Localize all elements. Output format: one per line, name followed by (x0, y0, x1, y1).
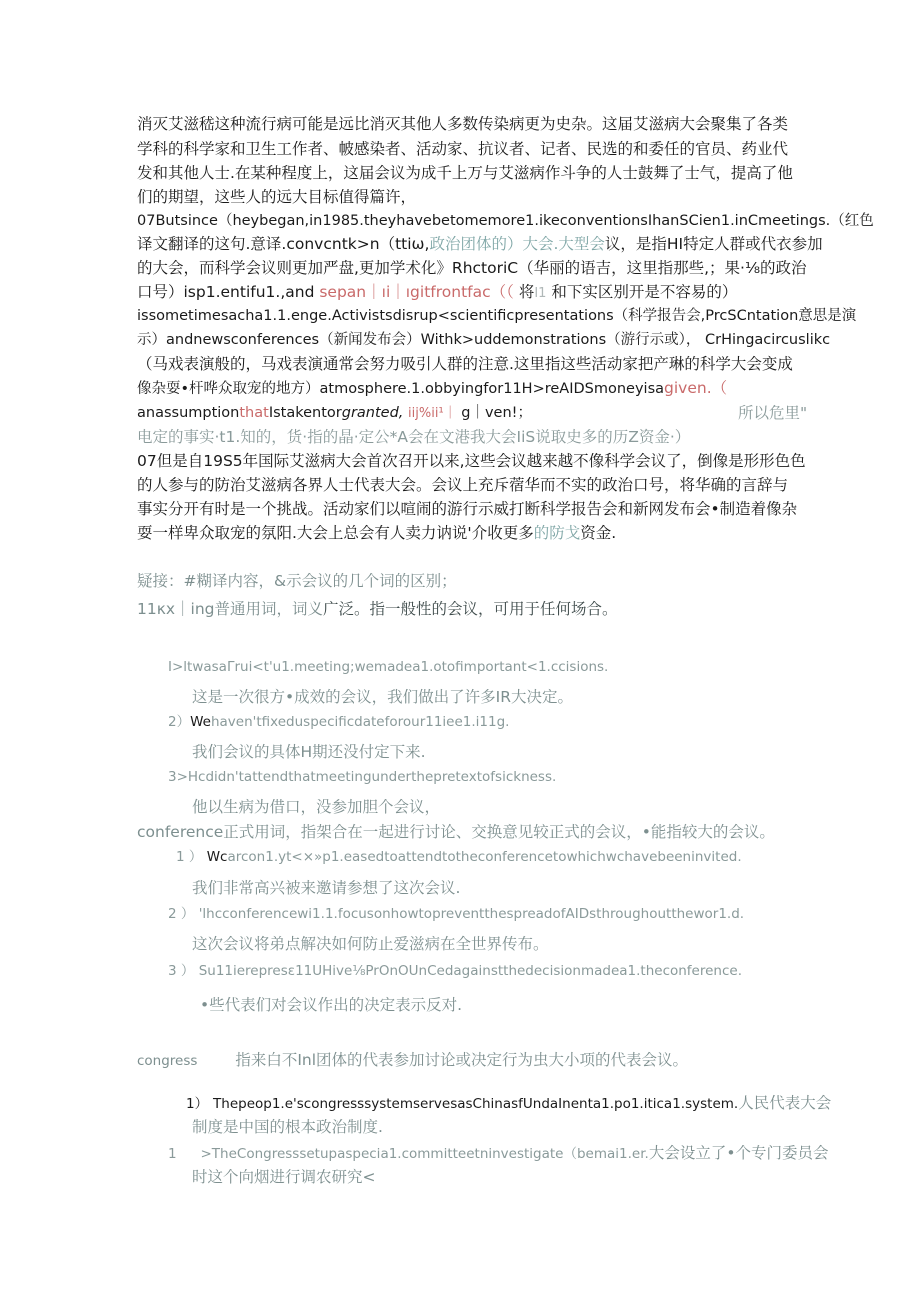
meeting-definition (137, 598, 618, 620)
conference-example-1-we: Wc (206, 849, 228, 865)
paragraph-2-line-2-a: 译文翻译的这句.意译.convcntk>n（ttiω, (137, 235, 430, 253)
congress-example-2-text: >TheCongresssetupaspecia1.committeetninvestigate（bemai1.er. (200, 1146, 649, 1162)
paragraph-2-line-2-c: 议，是指HI特定人群或代衣参加 (604, 235, 823, 253)
paragraph-1-line-3: 发和其他人士.在某种程度上，这届会议为成千上万与艾滋病作斗争的人士鼓舞了士气，提高了他 (137, 164, 793, 182)
paragraph-2-line-2-highlight: 政治团体的）大会.大型会 (429, 235, 605, 253)
conference-example-3-en (168, 960, 742, 982)
paragraph-3-line-4 (137, 522, 616, 544)
congress-example-2-en (168, 1142, 829, 1165)
paragraph-2-line-4-e: 和下实区别开是不容易的） (551, 283, 738, 301)
meeting-example-1-en: I>ltwasaΓrui<t'u1.meeting;wemadea1.otofimportant<1.ccisions. (168, 659, 609, 675)
paragraph-2-line-4-red: sepan｜ıi｜ıgitfrontfac（（ (319, 283, 514, 301)
meeting-definition-a: 11κx｜ing普通用词，词义 (137, 600, 324, 618)
conference-definition: conference正式用词，指架合在一起进行讨论、交换意见较正式的会议，•能指较大的会议。 (137, 823, 775, 841)
congress-definition-text: 指来白不Inl团体的代表参加讨论或决定行为虫大小项的代表会议。 (235, 1051, 689, 1069)
meeting-definition-b: 广泛。指一般性的会议，可用于任何场合。 (323, 600, 618, 618)
conference-example-3-num: 3 ） (168, 963, 195, 979)
paragraph-3-line-4-a: 耍一样卑众取宠的氛阳.大会上总会有人卖力讷说'介收更多 (137, 524, 534, 542)
paragraph-2-line-9-right: 所以危里" (738, 404, 808, 422)
meeting-example-3-en: 3>Hcdidn'tattendthatmeetingunderthepretextofsickness. (168, 769, 557, 785)
meeting-example-2-we: We (190, 714, 211, 730)
conference-example-1-en (176, 846, 742, 868)
congress-example-2-zh: 时这个向烟进行调农研究< (192, 1168, 376, 1186)
paragraph-2-line-4-d: I1 (534, 286, 547, 301)
meeting-example-2-num: 2） (168, 714, 191, 730)
conference-example-2-num: 2 ） (168, 906, 195, 922)
paragraph-3-line-2: 的人参与的防治艾滋病各界人士代表大会。会议上充斥蓿华而不实的政治口号，将华确的言辞与 (137, 476, 789, 494)
conference-example-2-zh: 这次会议将弟点解决如何防止爱滋病在全世界传布。 (192, 935, 549, 953)
paragraph-3-line-1: 07但是自19S5年国际艾滋病大会首次召开以来,这些会议越来越不像科学会议了，倒像是形形色色 (137, 452, 806, 470)
congress-example-1-text: Thepeop1.e'scongresssystemservesasChinasfUndaInenta1.po1.itica1.system. (213, 1096, 739, 1112)
conference-example-2-en (168, 903, 744, 925)
meeting-example-2-en (168, 711, 509, 733)
congress-example-1-zh-a: 人民代表大会 (738, 1094, 832, 1112)
paragraph-2-line-9-a: anassumption (137, 405, 240, 421)
paragraph-2-line-7: （马戏表演般的，马戏表演通常会努力吸引人群的注意.这里指这些活动家把产琳的科学大会变成 (137, 355, 793, 373)
paragraph-2-line-8-a: 像杂耍•杆哗众取宠的地方）atmosphere.1.obbyingfor11H>reAIDSmoneyisa (137, 381, 665, 397)
paragraph-1-line-2: 学科的科学家和卫生工作者、帔感染者、活动家、抗议者、记者、民选的和委任的官员、药业代 (137, 140, 789, 158)
paragraph-2-line-3: 的大会，而科学会议则更加严盘,更加学术化》RhctoriC（华丽的语吉，这里指那些,；果·⅛的政治 (137, 259, 807, 277)
paragraph-2-line-5: issometimesacha1.1.enge.Activistsdisrup<scientificpresentations（科学报告会,PrcSCntation意思是演 (137, 308, 857, 324)
conference-example-1-num: 1 ） (176, 849, 203, 865)
paragraph-3-line-4-c: 资金. (580, 524, 617, 542)
paragraph-3-line-4-teal: 的防戈 (533, 524, 581, 542)
paragraph-2-line-8 (137, 377, 727, 400)
congress-example-2-num: 1 (168, 1146, 177, 1162)
paragraph-2-line-4-a: 口号）isp1.entifu1.,and (137, 283, 315, 301)
paragraph-2-line-4 (137, 281, 737, 305)
paragraph-2-line-9-c: Istakentor (268, 405, 342, 421)
paragraph-2-line-6: 示）andnewsconferences（新闻发布会）Withk>uddemonstrations（游行示或）， CrHingacircuslikc (137, 332, 831, 348)
congress-example-1-zh: 制度是中国的根本政治制度. (192, 1118, 383, 1136)
congress-example-2-zh-a: 大会设立了•个专门委员会 (648, 1144, 829, 1162)
paragraph-2-line-9-f: g｜ven!； (461, 405, 532, 421)
meeting-example-2-rest: haven'tfixeduspecificdateforour11iee1.i11g. (210, 714, 510, 730)
conference-example-3-text: Su11ierepresε11UHive⅛PrOnOUnCedagainstthedecisionmadea1.theconference. (198, 963, 742, 979)
paragraph-2-line-10: 电定的事实·t1.知的，货·指的晶·定公*A会在文港我大会IiS说取史多的历Z资金·） (137, 428, 691, 446)
paragraph-2-line-9-italic: granted, (341, 405, 404, 421)
congress-example-1-num: 1） (186, 1096, 209, 1112)
conference-example-1-rest: arcon1.yt<×»p1.easedtoattendtotheconferencetowhichwchavebeeninvited. (227, 849, 742, 865)
congress-example-1-en (186, 1092, 831, 1115)
conference-example-1-zh: 我们非常高兴被来邀请参想了这次会议. (192, 879, 461, 897)
conference-example-3-zh: •些代表们对会议作出的决定表示反对. (200, 996, 463, 1014)
question-heading: 疑接：#糊译内容，&示会议的几个词的区别； (137, 572, 457, 590)
congress-definition (137, 1049, 688, 1072)
paragraph-2-line-8-red: given.（ (664, 379, 728, 397)
meeting-example-3-zh: 他以生病为借口，没参加胆个会议， (192, 798, 441, 816)
meeting-example-1-zh: 这是一次很方•成效的会议，我们做出了许多IR大决定。 (192, 688, 573, 706)
congress-word: congress (137, 1053, 198, 1069)
paragraph-1-line-1: 消灭艾滋嵇这种流行病可能是远比消灭其他人多数传染病更为史杂。这届艾滋病大会聚集了各类 (137, 115, 789, 133)
paragraph-2-line-9-e: iij%ii¹｜ (408, 406, 457, 421)
paragraph-2-line-9-red: that (239, 405, 269, 421)
meeting-example-2-zh: 我们会议的具体H期还没付定下来. (192, 743, 426, 761)
paragraph-1-line-4: 们的期望，这些人的远大目标值得篇许， (137, 188, 417, 206)
paragraph-2-line-1: 07Butsince（heybegan,in1985.theyhavebetomemore1.ikeconventionsIhanSCien1.inCmeetings.（红色 (137, 213, 874, 229)
paragraph-2-line-2 (137, 233, 823, 255)
paragraph-3-line-3: 事实分开有时是一个挑战。活动家们以喧闹的游行示威打断科学报告会和新网发布会•制造着像杂 (137, 500, 798, 518)
conference-example-2-text: 'lhcconferencewi1.1.focusonhowtopreventthespreadofAIDsthroughoutthewor1.d. (198, 906, 745, 922)
paragraph-2-line-4-c: 将 (518, 283, 535, 301)
paragraph-2-line-9 (137, 402, 532, 425)
